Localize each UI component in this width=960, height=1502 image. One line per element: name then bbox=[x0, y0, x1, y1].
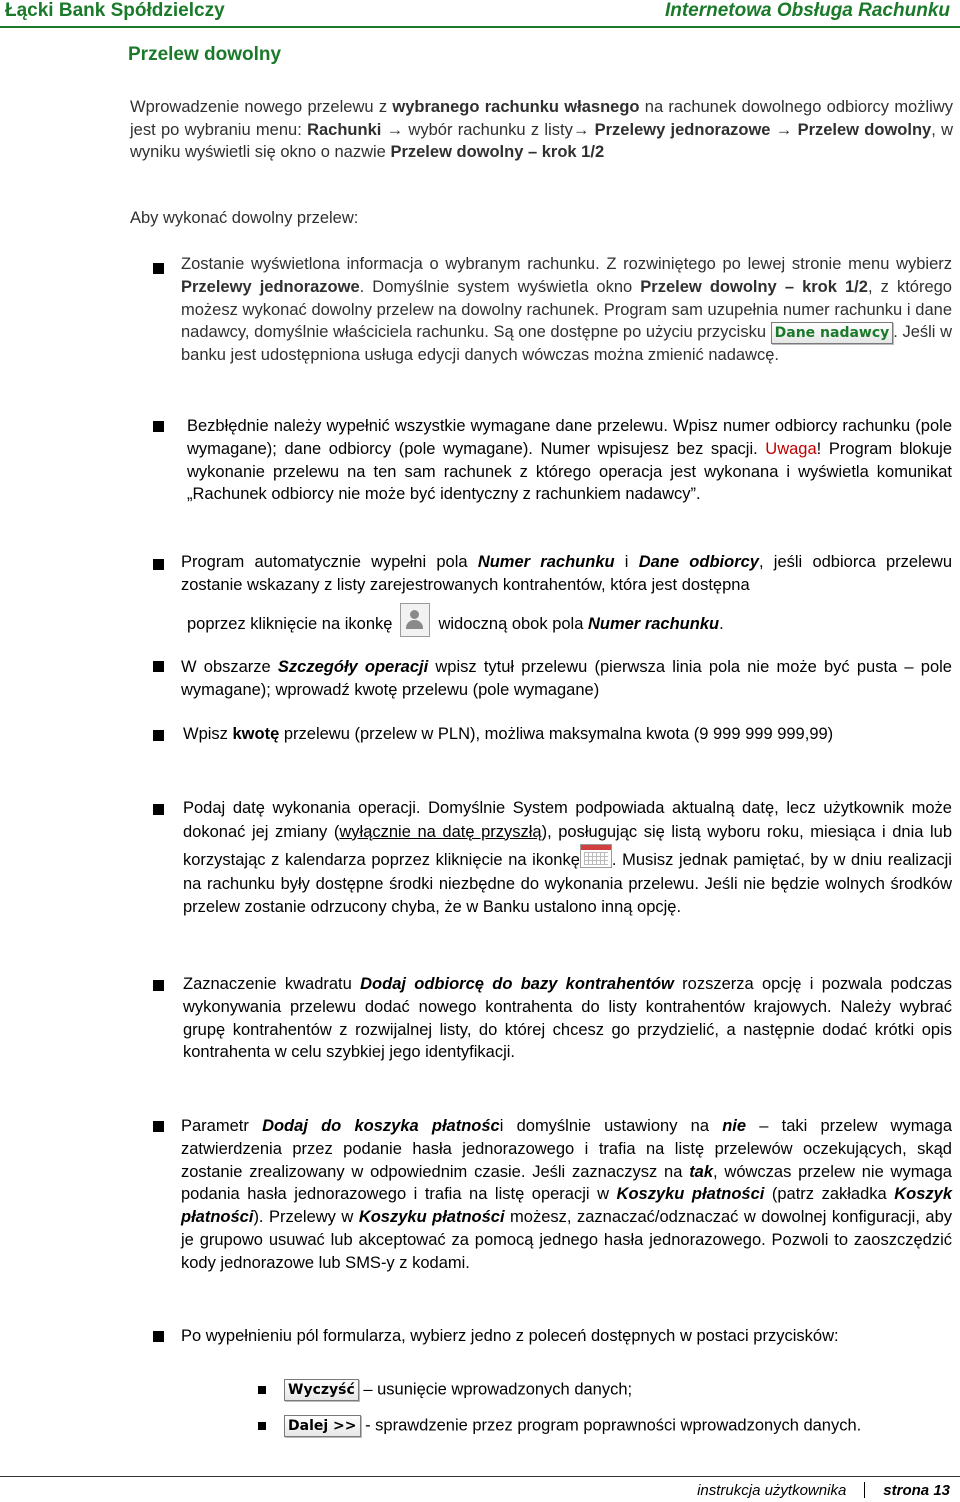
list-item-continuation bbox=[187, 603, 952, 637]
arrow-right-icon: → bbox=[572, 120, 590, 139]
sub-item-next bbox=[284, 1415, 861, 1437]
warning-label: Uwaga bbox=[765, 439, 817, 458]
footer-separator bbox=[864, 1482, 865, 1498]
item-text: . bbox=[719, 615, 724, 633]
item-text: Parametr bbox=[181, 1117, 263, 1135]
arrow-right-icon: → bbox=[775, 120, 793, 139]
item-text: widoczną obok pola bbox=[438, 615, 588, 633]
list-item bbox=[183, 797, 952, 920]
item-bold-italic: nie bbox=[722, 1117, 747, 1135]
menu-przelewy-jednorazowe: Przelewy jednorazowe bbox=[589, 120, 771, 139]
list-item bbox=[183, 973, 952, 1064]
list-item bbox=[183, 723, 952, 746]
list-item bbox=[181, 1325, 952, 1348]
item-bold-italic: tak bbox=[689, 1162, 714, 1181]
footer bbox=[697, 1482, 950, 1499]
sub-item-clear bbox=[284, 1379, 632, 1401]
window-name: Przelew dowolny – krok 1/2 bbox=[390, 143, 605, 161]
item-text: – taki przelew wymaga zatwierdzenia przez podanie hasła jednorazowego i trafia na listę przelewów oczekujących, skąd zostanie zrealizowany w odpowiednim czasie. Jeśli zaznaczysz na bbox=[181, 1117, 952, 1181]
item-text: poprzez kliknięcie na ikonkę bbox=[187, 615, 393, 633]
menu-przelew-dowolny: Przelew dowolny bbox=[792, 120, 932, 139]
bullet-square bbox=[153, 980, 164, 991]
page-label: strona bbox=[883, 1482, 930, 1499]
intro-text: na rachunek dowolnego odbiorcy możliwy jest po wybraniu menu: bbox=[130, 98, 953, 139]
item-text: , jeśli odbiorca przelewu zostanie wskazany z listy zarejestrowanych kontrahentów, która jest dostępna bbox=[181, 553, 953, 594]
item-bold-italic: Numer rachunku bbox=[477, 553, 615, 571]
list-item bbox=[181, 253, 952, 367]
dane-nadawcy-button[interactable]: Dane nadawcy bbox=[771, 322, 894, 344]
intro-text: Wprowadzenie nowego przelewu z bbox=[130, 98, 393, 116]
bank-name: Łącki Bank Spółdzielczy bbox=[5, 0, 225, 21]
item-text: Wpisz bbox=[183, 725, 233, 743]
item-text: . Jeśli w banku jest udostępniona usługa edycji danych wówczas można zmienić nadawcę. bbox=[181, 323, 952, 365]
item-bold-italic: Dodaj do koszyka płatnośc bbox=[262, 1117, 500, 1135]
item-text: . Domyślnie system wyświetla okno bbox=[359, 277, 641, 296]
bullet-square bbox=[153, 730, 164, 741]
arrow-right-icon: → bbox=[386, 120, 404, 139]
intro-text: wybór rachunku z listy bbox=[403, 120, 573, 139]
item-text: rozszerza opcję i pozwala podczas wykonywania przelewu dodać nowego kontrahenta do listy kontrahentów krajowych. Należy wybrać grupę kontrahentów z rozwijalnej listy, do której chcesz go przydzielić, a następnie dodać krótki opis kontrahenta w celu szybkiej jego identyfikacji. bbox=[183, 975, 952, 1062]
item-text: , wówczas przelew nie wymaga podania hasła jednorazowego i trafia na listę operacji w bbox=[181, 1162, 952, 1204]
page-title: Przelew dowolny bbox=[128, 44, 282, 65]
bullet-square bbox=[153, 804, 164, 815]
item-text: możesz, zaznaczać/odznaczać w dowolnej konfiguracji, aby je grupowo usuwać lub akceptować za pomocą jednego hasła jednorazowego. Pozwoli to zaoszczędzić kody jednorazowe lub SMS-y z kodami. bbox=[181, 1208, 952, 1272]
item-text: przelewu (przelew w PLN), możliwa maksymalna kwota (9 999 999 999,99) bbox=[279, 725, 834, 743]
item-text: Podaj datę wykonania operacji. Domyślnie System podpowiada aktualną datę, lecz użytkownik może dokonać jej zmiany ( bbox=[183, 799, 952, 841]
document-subject: Internetowa Obsługa Rachunku bbox=[664, 0, 950, 21]
list-item bbox=[181, 551, 952, 597]
item-underlined: wyłącznie na datę przyszłą bbox=[339, 822, 542, 841]
item-text: W obszarze bbox=[181, 658, 278, 676]
item-text: Po wypełnieniu pól formularza, wybierz jedno z poleceń dostępnych w postaci przycisków: bbox=[181, 1327, 839, 1345]
intro-paragraph bbox=[130, 96, 953, 164]
item-bold: Przelew dowolny – krok 1/2 bbox=[640, 277, 868, 296]
item-text: i bbox=[614, 553, 639, 571]
list-item bbox=[181, 656, 952, 702]
bullet-square bbox=[153, 421, 164, 432]
calendar-icon[interactable] bbox=[580, 844, 612, 868]
item-bold-italic: Dodaj odbiorcę do bazy kontrahentów bbox=[360, 975, 674, 993]
contact-list-icon[interactable] bbox=[400, 603, 430, 637]
item-text: Bezbłędnie należy wypełnić wszystkie wymagane dane przelewu. Wpisz numer odbiorcy rachunku (pole wymagane); dane odbiorcy (pole wymagane). Numer wpisujesz bez spacji. bbox=[187, 417, 952, 458]
bullet-square bbox=[153, 559, 164, 570]
item-text: , z którego możesz wykonać dowolny przelew na dowolny rachunek. Program sam uzupełnia numer rachunku i dane nadawcy, domyślnie właściciela rachunku. Są one dostępne po użyciu przycisku bbox=[181, 277, 952, 342]
clear-button[interactable]: Wyczyść bbox=[284, 1379, 359, 1401]
item-bold: Przelewy jednorazowe bbox=[181, 277, 360, 296]
item-text: Program automatycznie wypełni pola bbox=[181, 553, 478, 571]
item-bold-italic: Koszyku płatności bbox=[358, 1208, 505, 1227]
item-text: Zostanie wyświetlona informacja o wybranym rachunku. Z rozwiniętego po lewej stronie menu wybierz bbox=[181, 255, 952, 273]
list-item bbox=[181, 1115, 952, 1275]
sub-item-text: – usunięcie wprowadzonych danych; bbox=[358, 1380, 633, 1399]
item-text: i domyślnie ustawiony na bbox=[499, 1117, 723, 1135]
intro-bold: wybranego rachunku własnego bbox=[392, 98, 640, 116]
item-bold-italic: Koszyku płatności bbox=[616, 1185, 765, 1204]
item-bold-italic: Koszyk płatności bbox=[181, 1185, 952, 1227]
item-text: (patrz zakładka bbox=[764, 1185, 895, 1204]
item-bold: kwotę bbox=[232, 725, 280, 743]
item-text: . Musisz jednak pamiętać, by w dniu realizacji na rachunku były dostępne środki niezbędne do wykonania przelewu. Jeśli nie będzie wolnych środków przelew zostanie odrzucony chyba, że w Banku ustalono inną opcję. bbox=[183, 851, 952, 916]
item-text: ! Program blokuje wykonanie przelewu na ten sam rachunek z którego operacja jest wykonana i wyświetla komunikat „Rachunek odbiorcy nie może być identyczny z rachunkiem nadawcy”. bbox=[187, 439, 953, 504]
header-divider bbox=[0, 26, 960, 28]
sub-bullet-square bbox=[258, 1422, 266, 1430]
bullet-square bbox=[153, 661, 164, 672]
sub-item-text: - sprawdzenie przez program poprawności wprowadzonych danych. bbox=[360, 1416, 862, 1435]
item-bold-italic: Numer rachunku bbox=[587, 615, 720, 633]
bullet-square bbox=[153, 263, 164, 274]
menu-rachunki: Rachunki bbox=[307, 120, 382, 139]
footer-divider bbox=[0, 1476, 960, 1477]
list-item bbox=[187, 415, 952, 506]
item-text: ), posługując się listą wyboru roku, miesiąca i dnia lub korzystając z kalendarza poprzez kliknięcie na ikonkę bbox=[183, 822, 953, 869]
item-text: Zaznaczenie kwadratu bbox=[183, 975, 361, 993]
intro-text: , w wyniku wyświetli się okno o nazwie bbox=[130, 120, 954, 161]
bullet-square bbox=[153, 1331, 164, 1342]
item-text: wpisz tytuł przelewu (pierwsza linia pola nie może być pusta – pole wymagane); wprowadź kwotę przelewu (pole wymagane) bbox=[181, 658, 952, 699]
footer-label: instrukcja użytkownika bbox=[697, 1482, 847, 1499]
page-number: 13 bbox=[933, 1482, 950, 1499]
bullet-square bbox=[153, 1121, 164, 1132]
item-text: ). Przelewy w bbox=[253, 1208, 359, 1227]
next-button[interactable]: Dalej >> bbox=[284, 1415, 361, 1437]
sub-bullet-square bbox=[258, 1386, 266, 1394]
item-bold-italic: Dane odbiorcy bbox=[638, 553, 759, 571]
instructions-lead: Aby wykonać dowolny przelew: bbox=[130, 209, 359, 227]
item-bold-italic: Szczegóły operacji bbox=[277, 658, 429, 676]
